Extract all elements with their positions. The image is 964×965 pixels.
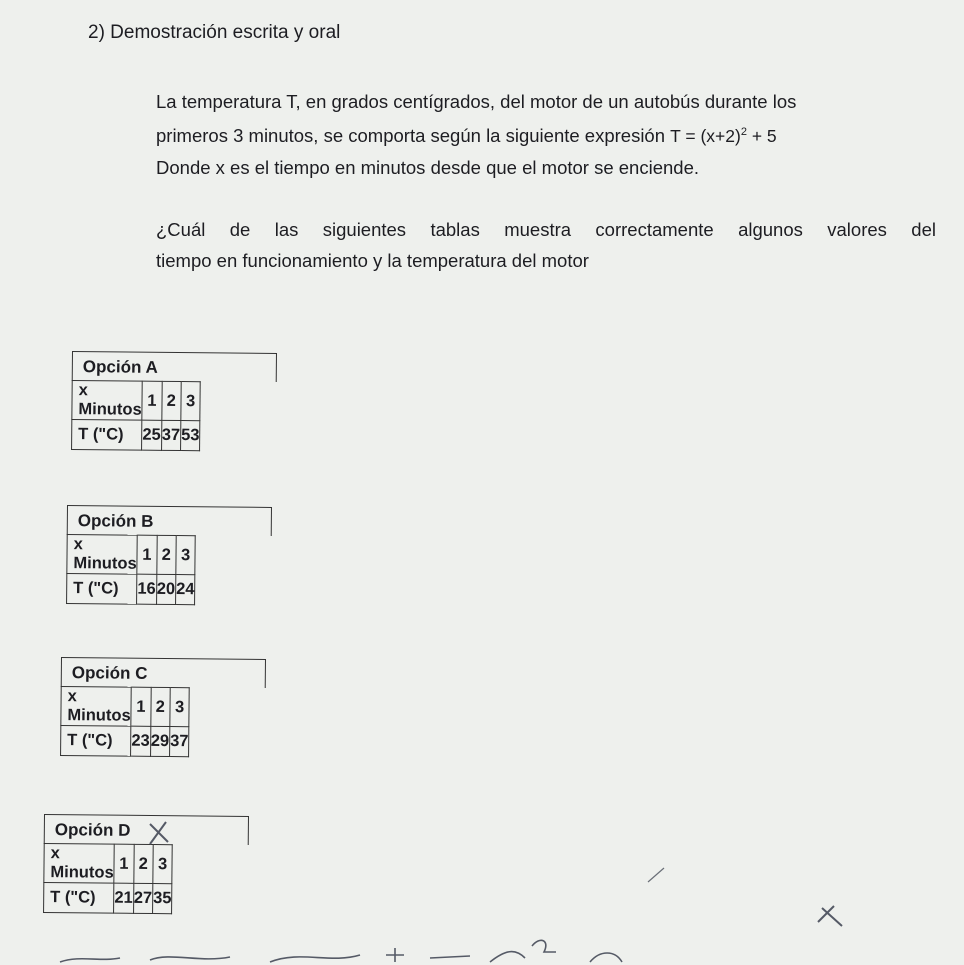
bottom-handwriting xyxy=(60,940,622,962)
option-d-x-1: 1 xyxy=(114,844,134,883)
prompt-line-2: tiempo en funcionamiento y la temperatura del motor xyxy=(156,250,589,271)
option-a-t-label: T ("C) xyxy=(72,420,143,451)
option-b-t-label: T ("C) xyxy=(67,574,138,605)
option-d-x-label: x Minutos xyxy=(44,844,115,884)
formula-base: T = (x+2) xyxy=(670,125,741,146)
option-d-t-label: T ("C) xyxy=(44,883,115,914)
option-d-x-3: 3 xyxy=(153,845,173,884)
option-d-t-3: 35 xyxy=(153,884,173,914)
cross-mark-option-d-title xyxy=(150,822,168,844)
option-c-t-1: 23 xyxy=(131,726,151,756)
option-c-t-3: 37 xyxy=(170,727,190,757)
option-a-t-3: 53 xyxy=(181,421,201,451)
option-c-t-label: T ("C) xyxy=(61,726,132,757)
pencil-diagonal-mark xyxy=(648,868,664,882)
question-heading: 2) Demostración escrita y oral xyxy=(88,22,341,43)
option-b-t-3: 24 xyxy=(176,575,196,605)
cross-mark-option-d-value xyxy=(818,906,842,926)
option-a-x-3: 3 xyxy=(181,382,201,421)
prompt-line-1: ¿Cuál de las siguientes tablas muestra correctamente algunos valores del xyxy=(156,219,936,240)
option-b-x-label: x Minutos xyxy=(67,535,138,575)
option-b-title: Opción B xyxy=(67,505,272,536)
option-b-t-2: 20 xyxy=(156,574,176,604)
formula-tail: + 5 xyxy=(746,125,777,146)
option-a-t-1: 25 xyxy=(142,420,162,450)
option-c-x-2: 2 xyxy=(150,687,170,726)
statement-line-2-text: primeros 3 minutos, se comporta según la siguiente expresión xyxy=(156,124,666,146)
option-c-x-3: 3 xyxy=(170,688,190,727)
option-d-title: Opción D xyxy=(44,814,249,845)
option-a-t-2: 37 xyxy=(161,420,181,450)
option-b-x-1: 1 xyxy=(137,535,157,574)
option-c-t-2: 29 xyxy=(150,726,170,756)
option-a-x-label: x Minutos xyxy=(72,381,143,421)
option-c-title: Opción C xyxy=(61,657,266,688)
statement-line-3: Donde x es el tiempo en minutos desde que el motor se enciende. xyxy=(156,156,699,178)
option-d-t-1: 21 xyxy=(114,883,134,913)
option-a-x-1: 1 xyxy=(142,381,162,420)
option-a-x-2: 2 xyxy=(161,381,181,420)
option-b-t-1: 16 xyxy=(137,574,157,604)
option-a-title: Opción A xyxy=(72,351,277,382)
option-d-t-2: 27 xyxy=(133,883,153,913)
option-c-x-1: 1 xyxy=(131,687,151,726)
option-c-x-label: x Minutos xyxy=(61,687,132,727)
formula-exponent: 2 xyxy=(740,126,747,138)
statement-line-1: La temperatura T, en grados centígrados, del motor de un autobús durante los xyxy=(156,91,797,112)
option-d-x-2: 2 xyxy=(133,844,153,883)
option-b-x-2: 2 xyxy=(156,535,176,574)
option-b-x-3: 3 xyxy=(176,536,196,575)
